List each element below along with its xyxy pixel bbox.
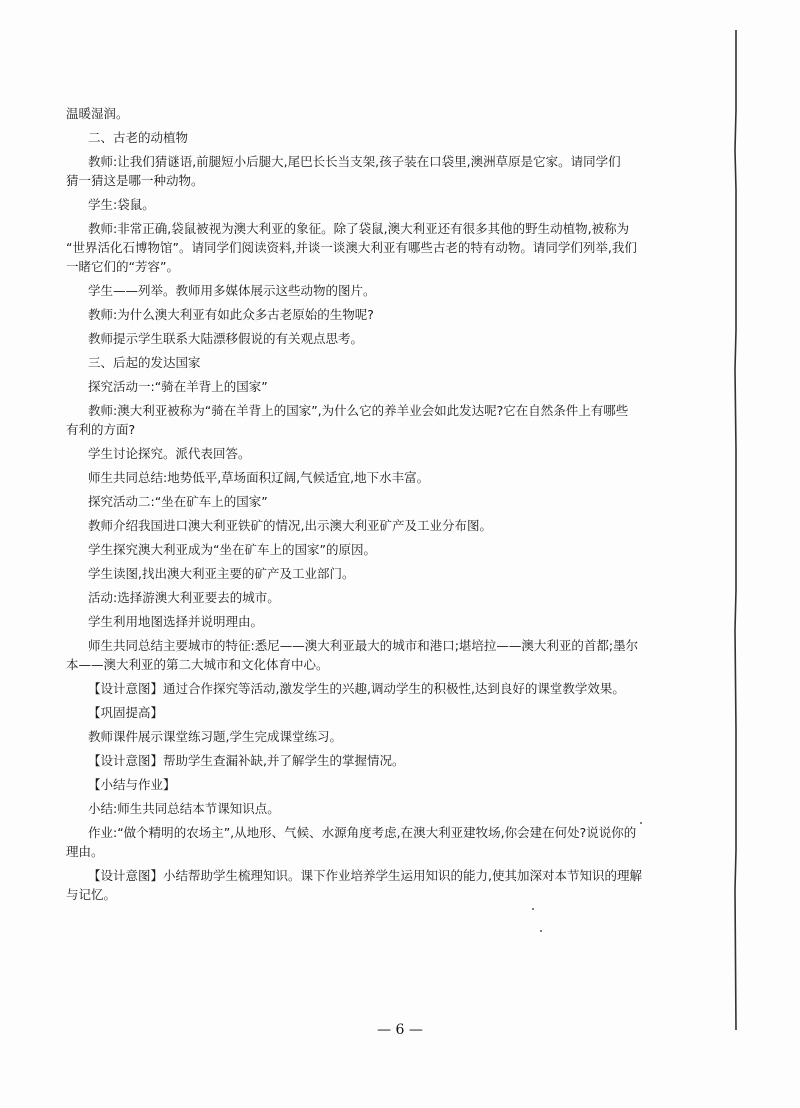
inquiry-activity-2-title: 探究活动二:“坐在矿车上的国家”: [88, 494, 268, 509]
student-mining-inquiry: 学生探究澳大利亚成为“坐在矿车上的国家”的原因。: [88, 542, 376, 557]
summary-text: 小结:师生共同总结本节课知识点。: [88, 801, 280, 816]
homework-line-2: 理由。: [66, 844, 104, 859]
teacher-explanation-line-1: 教师:非常正确,袋鼠被视为澳大利亚的象征。除了袋鼠,澳大利亚还有很多其他的野生动植物,被称为: [88, 221, 630, 236]
student-list-activity: 学生——列举。教师用多媒体展示这些动物的图片。: [88, 283, 376, 298]
scan-speck: [540, 930, 542, 932]
summary-homework-heading: 【小结与作业】: [88, 777, 176, 792]
teacher-explanation-line-3: 一睹它们的“芳容”。: [66, 259, 179, 274]
inquiry-activity-1-title: 探究活动一:“骑在羊背上的国家”: [88, 379, 268, 394]
paragraph-continuation: 温暖湿润。: [66, 106, 129, 121]
joint-summary-sheep: 师生共同总结:地势低平,草场面积辽阔,气候适宜,地下水丰富。: [88, 470, 430, 485]
document-body: [66, 106, 696, 911]
teacher-iron-ore-intro: 教师介绍我国进口澳大利亚铁矿的情况,出示澳大利亚矿产及工业分布图。: [88, 518, 492, 533]
student-answer-kangaroo: 学生:袋鼠。: [88, 197, 155, 212]
scan-speck: [640, 822, 642, 824]
teacher-sheep-question-line-2: 有利的方面?: [66, 422, 136, 437]
teacher-question-ancient-species: 教师:为什么澳大利亚有如此众多古老原始的生物呢?: [88, 307, 374, 322]
design-intent-2: 【设计意图】帮助学生查漏补缺,并了解学生的掌握情况。: [88, 753, 405, 768]
classroom-exercise: 教师课件展示课堂练习题,学生完成课堂练习。: [88, 729, 342, 744]
section-heading-developed-country: 三、后起的发达国家: [88, 355, 201, 370]
activity-choose-city: 活动:选择游澳大利亚要去的城市。: [88, 590, 280, 605]
student-discussion: 学生讨论探究。派代表回答。: [88, 446, 251, 461]
teacher-sheep-question-line-1: 教师:澳大利亚被称为“骑在羊背上的国家”,为什么它的养羊业会如此发达呢?它在自然条件上有哪些: [88, 403, 629, 418]
section-heading-ancient-flora-fauna: 二、古老的动植物: [88, 130, 189, 145]
teacher-explanation-line-2: “世界活化石博物馆”。请同学们阅读资料,并谈一谈澳大利亚有哪些古老的特有动物。请同学们列举,我们: [66, 240, 637, 255]
city-summary-line-1: 师生共同总结主要城市的特征:悉尼——澳大利亚最大的城市和港口;堪培拉——澳大利亚的首都;墨尔: [88, 638, 639, 653]
teacher-riddle-line-2: 猜一猜这是哪一种动物。: [66, 173, 204, 188]
page-number: — 6 —: [377, 1022, 423, 1038]
design-intent-1: 【设计意图】通过合作探究等活动,激发学生的兴趣,调动学生的积极性,达到良好的课堂教学效果。: [88, 681, 625, 696]
student-map-reasoning: 学生利用地图选择并说明理由。: [88, 614, 264, 629]
teacher-hint-continental-drift: 教师提示学生联系大陆漂移假说的有关观点思考。: [88, 331, 364, 346]
homework-line-1: 作业:“做个精明的农场主”,从地形、气候、水源角度考虑,在澳大利亚建牧场,你会建在何处?说说你的: [88, 825, 637, 840]
design-intent-3-line-2: 与记忆。: [66, 887, 117, 902]
scan-binding-edge: [734, 30, 738, 1030]
teacher-riddle-line-1: 教师:让我们猜谜语,前腿短小后腿大,尾巴长长当支架,孩子装在口袋里,澳洲草原是它家。请同学们: [88, 154, 621, 169]
student-read-map: 学生读图,找出澳大利亚主要的矿产及工业部门。: [88, 566, 355, 581]
consolidation-heading: 【巩固提高】: [88, 705, 164, 720]
design-intent-3-line-1: 【设计意图】小结帮助学生梳理知识。课下作业培养学生运用知识的能力,使其加深对本节知识的理解: [88, 868, 642, 883]
city-summary-line-2: 本——澳大利亚的第二大城市和文化体育中心。: [66, 657, 329, 672]
scan-speck: [532, 908, 534, 910]
